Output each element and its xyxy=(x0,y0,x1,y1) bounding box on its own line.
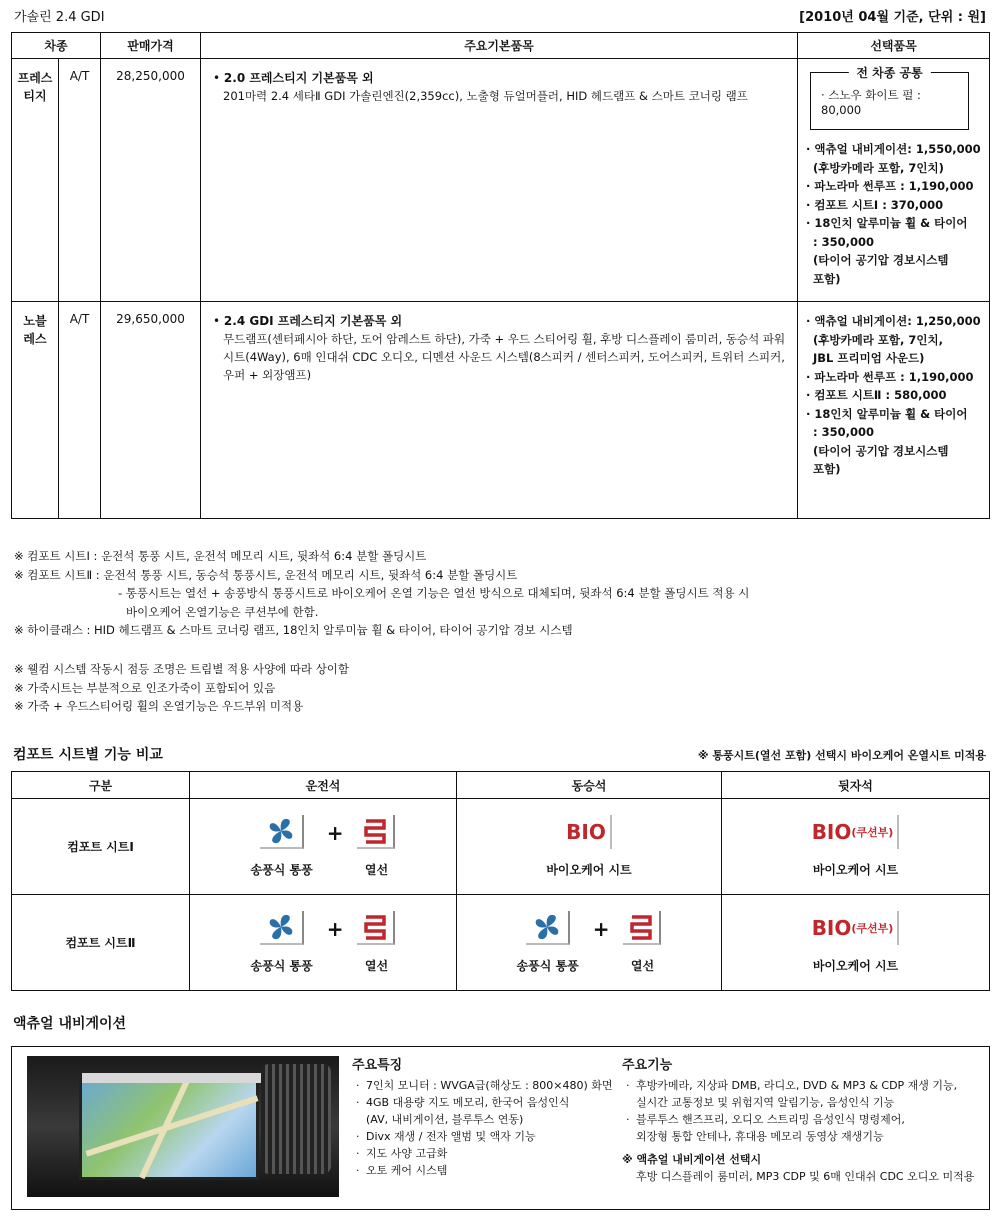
footnote-line: ※ 컴포트 시트Ⅰ : 운전석 통풍 시트, 운전석 메모리 시트, 뒷좌석 6:4 분할 폴딩시트 xyxy=(14,549,427,563)
bio-sub-text: (쿠션부) xyxy=(851,922,894,935)
option-line: · 액츄얼 내비게이션: 1,250,000 xyxy=(806,314,981,328)
col-header-price: 판매가격 xyxy=(101,33,201,59)
basic-items-desc: 201마력 2.4 세타Ⅱ GDI 가솔린엔진(2,359cc), 노출형 듀얼머플러, HID 헤드램프 & 스마트 코너링 램프 xyxy=(223,89,748,103)
heat-label: 열선 xyxy=(364,959,389,973)
navi-features xyxy=(352,1057,613,1179)
table-row xyxy=(12,59,990,302)
comfort-table xyxy=(11,771,990,991)
plus-sign: + xyxy=(326,916,344,941)
heat-label: 열선 xyxy=(364,863,389,877)
bio-label: 바이오케어 시트 xyxy=(812,959,899,973)
footnote-line: ※ 가죽시트는 부분적으로 인조가죽이 포함되어 있음 xyxy=(14,680,276,695)
col-header-option: 선택품목 xyxy=(798,33,990,59)
price-basis-note: [2010년 04월 기준, 단위 : 원] xyxy=(799,10,986,25)
option-line: · 파노라마 썬루프 : 1,190,000 xyxy=(806,369,974,384)
option-line: · 액츄얼 내비게이션: 1,550,000 xyxy=(806,142,981,156)
option-line: (타이어 공기압 경보시스템 xyxy=(813,443,949,458)
option-line: JBL 프리미엄 사운드) xyxy=(813,351,925,365)
footnotes-secondary xyxy=(14,660,349,716)
col-header-model: 차종 xyxy=(12,33,101,59)
heating-wire-icon xyxy=(623,911,661,945)
col-header-rear: 뒷자석 xyxy=(722,772,990,799)
navigation-screen xyxy=(79,1070,259,1180)
option-list xyxy=(806,312,983,479)
comfort-section-title: 컴포트 시트별 기능 비교 xyxy=(13,747,163,763)
col-header-basic: 주요기본품목 xyxy=(201,33,798,59)
fan-icon xyxy=(260,911,304,945)
model-name: 노블 레스 xyxy=(12,302,59,519)
basic-items xyxy=(201,59,798,302)
price-value: 29,650,000 xyxy=(101,302,201,519)
option-list xyxy=(806,140,983,288)
table-row xyxy=(12,799,990,895)
option-line: 포함) xyxy=(813,462,841,476)
transmission: A/T xyxy=(59,59,101,302)
vent-label: 송풍식 통풍 xyxy=(516,959,579,973)
bio-label: 바이오케어 시트 xyxy=(546,863,632,877)
price-table xyxy=(11,32,990,519)
footnote-line: 바이오케어 온열기능은 쿠션부에 한함. xyxy=(126,604,319,619)
option-line: · 18인치 알루미늄 휠 & 타이어 xyxy=(806,216,968,230)
bio-label: 바이오케어 시트 xyxy=(812,863,899,877)
bio-icon xyxy=(566,815,612,849)
bio-text: BIO xyxy=(566,820,606,844)
col-header-driver: 운전석 xyxy=(190,772,457,799)
heat-label: 열선 xyxy=(630,959,655,973)
rear-features xyxy=(722,799,990,895)
option-line: · 18인치 알루미늄 휠 & 타이어 xyxy=(806,406,968,421)
list-item: · 오토 케어 시스템 xyxy=(352,1162,613,1179)
common-option-title: 전 차종 공통 xyxy=(848,64,930,81)
navi-section-title: 액츄얼 내비게이션 xyxy=(13,1016,127,1032)
fan-icon xyxy=(260,815,304,849)
basic-items-head: • 2.0 프레스티지 기본품목 외 xyxy=(213,69,787,87)
row-label: 컴포트 시트Ⅰ xyxy=(12,799,190,895)
list-item: · 4GB 대용량 지도 메모리, 한국어 음성인식 xyxy=(352,1094,613,1111)
option-line: : 350,000 xyxy=(813,425,874,439)
vent-feature xyxy=(251,911,313,974)
navi-functions-title: 주요기능 xyxy=(622,1058,673,1073)
bio-cushion-feature xyxy=(812,911,900,974)
bio-sub-text: (쿠션부) xyxy=(851,826,894,839)
footnote-line: ※ 웰컴 시스템 작동시 점등 조명은 트림별 적용 사양에 따라 상이함 xyxy=(14,662,350,676)
option-line: · 파노라마 썬루프 : 1,190,000 xyxy=(806,179,974,193)
vent-label: 송풍식 통풍 xyxy=(250,863,313,877)
list-item: · 지도 사양 고급화 xyxy=(352,1145,613,1162)
option-line: · 컴포트 시트Ⅰ : 370,000 xyxy=(806,197,944,212)
footnote-line: ※ 하이클래스 : HID 헤드램프 & 스마트 코너링 램프, 18인치 알루미늄 휠 & 타이어, 타이어 공기압 경보 시스템 xyxy=(14,623,573,637)
row-label: 컴포트 시트Ⅱ xyxy=(12,895,190,991)
bio-cushion-icon xyxy=(812,815,900,849)
footnote-line: ※ 컴포트 시트Ⅱ : 운전석 통풍 시트, 동승석 통풍시트, 운전석 메모리 시트, 뒷좌석 6:4 분할 폴딩시트 xyxy=(14,567,518,582)
comfort-section-note: ※ 통풍시트(열선 포함) 선택시 바이오케어 온열시트 미적용 xyxy=(697,749,986,762)
option-line: 포함) xyxy=(813,271,841,286)
bio-cushion-feature xyxy=(812,815,900,878)
option-line: (타이어 공기압 경보시스템 xyxy=(813,253,949,267)
list-item: 외장형 통합 안테나, 휴대용 메모리 동영상 재생기능 xyxy=(636,1130,884,1143)
table-row xyxy=(12,302,990,519)
fan-icon xyxy=(526,911,570,945)
navigation-photo xyxy=(27,1056,339,1197)
col-header-passenger: 동승석 xyxy=(457,772,722,799)
list-item: · 7인치 모니터 : WVGA급(해상도 : 800×480) 화면 xyxy=(352,1077,613,1094)
plus-sign: + xyxy=(326,820,344,845)
vent-label: 송풍식 통풍 xyxy=(250,959,313,973)
option-line: (후방카메라 포함, 7인치, xyxy=(813,332,943,347)
basic-items xyxy=(201,302,798,519)
navi-option-note-title: ※ 액츄얼 내비게이션 선택시 xyxy=(622,1153,762,1166)
col-header-category: 구분 xyxy=(12,772,190,799)
basic-items-desc: 무드램프(센터페시아 하단, 도어 암레스트 하단), 가죽 + 우드 스티어링 휠, 후방 디스플레이 룸미러, 동승석 파워시트(4Way), 6매 인대쉬 CDC 오디오, 디멘션 사운드 시스템(8스피커 / 센터스피커, 도어스피커, 트위터 스피커, 우퍼 + 외장앰프) xyxy=(223,332,786,382)
heating-wire-icon xyxy=(357,815,395,849)
price-value: 28,250,000 xyxy=(101,59,201,302)
plus-sign: + xyxy=(592,916,610,941)
footnote-line: ※ 가죽 + 우드스티어링 휠의 온열기능은 우드부위 미적용 xyxy=(14,699,304,713)
model-name: 프레스 티지 xyxy=(12,59,59,302)
passenger-features xyxy=(457,799,722,895)
list-item: · Divx 재생 / 전자 앨범 및 액자 기능 xyxy=(352,1128,613,1145)
heat-feature xyxy=(357,815,395,878)
option-items xyxy=(798,59,990,302)
option-line: · 컴포트 시트Ⅱ : 580,000 xyxy=(806,388,947,402)
bio-text: BIO xyxy=(811,916,852,940)
bio-feature xyxy=(546,815,631,878)
transmission: A/T xyxy=(59,302,101,519)
list-item: (AV, 내비게이션, 블루투스 연동) xyxy=(366,1113,524,1126)
navi-info-box xyxy=(11,1046,990,1210)
passenger-features xyxy=(457,895,722,991)
heat-feature xyxy=(357,911,395,974)
heating-wire-icon xyxy=(357,911,395,945)
bio-text: BIO xyxy=(811,820,852,844)
bio-cushion-icon xyxy=(812,911,900,945)
list-item: · 블루투스 핸즈프리, 오디오 스트리밍 음성인식 명령제어, xyxy=(622,1111,974,1128)
heat-feature xyxy=(623,911,661,974)
vent-feature xyxy=(517,911,579,974)
option-line: (후방카메라 포함, 7인치) xyxy=(813,160,944,175)
footnote-line: - 통풍시트는 열선 + 송풍방식 통풍시트로 바이오케어 온열 기능은 열선 방식으로 대체되며, 뒷좌석 6:4 분할 폴딩시트 적용 시 xyxy=(118,586,750,600)
air-vent xyxy=(261,1064,331,1174)
list-item: 실시간 교통정보 및 위험지역 알림기능, 음성인식 기능 xyxy=(636,1096,895,1109)
list-item: · 후방카메라, 지상파 DMB, 라디오, DVD & MP3 & CDP 재생 기능, xyxy=(622,1077,974,1094)
driver-features xyxy=(190,895,457,991)
option-line: : 350,000 xyxy=(813,234,874,249)
navi-option-note-desc: 후방 디스플레이 룸미러, MP3 CDP 및 6매 인대쉬 CDC 오디오 미적용 xyxy=(636,1170,975,1183)
navi-functions xyxy=(622,1057,974,1185)
navi-features-title: 주요특징 xyxy=(352,1058,403,1073)
section-title-gasoline: 가솔린 2.4 GDI xyxy=(14,10,105,25)
common-option-item: · 스노우 화이트 펄 : 80,000 xyxy=(821,88,921,117)
rear-features xyxy=(722,895,990,991)
basic-items-head: • 2.4 GDI 프레스티지 기본품목 외 xyxy=(213,312,787,330)
driver-features xyxy=(190,799,457,895)
vent-feature xyxy=(251,815,313,878)
option-items xyxy=(798,302,990,519)
table-row xyxy=(12,895,990,991)
common-option-box xyxy=(810,66,969,130)
footnotes xyxy=(14,547,749,640)
